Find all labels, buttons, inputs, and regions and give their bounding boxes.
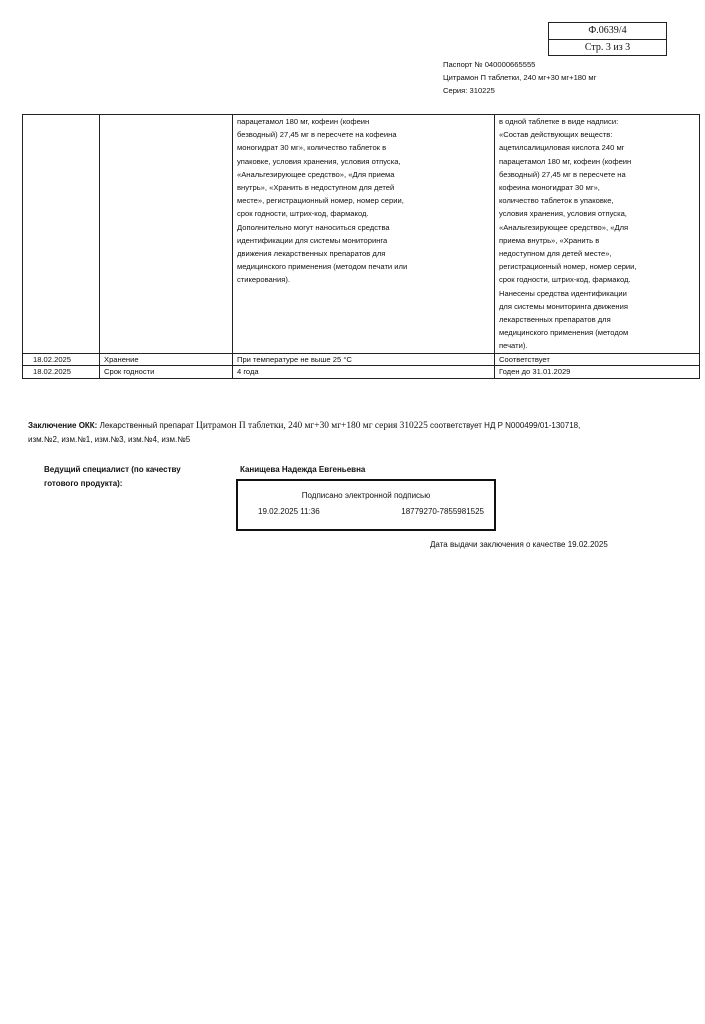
passport-series: Серия: 310225 xyxy=(443,86,495,95)
signature-datetime: 19.02.2025 11:36 xyxy=(258,507,320,516)
table-row xyxy=(23,353,700,366)
cell-requirement: При температуре не выше 25 °С xyxy=(233,353,495,366)
qc-conclusion xyxy=(28,419,588,447)
cell-requirement: парацетамол 180 мг, кофеин (кофеин безводный) 27,45 мг в пересчете на кофеина моногидрат 30 мг», количество таблеток в упаковке, условия хранения, условия отпуска, «Анальгезирующее средство», «Для приема внутрь», «Хранить в недоступном для детей месте», регистрационный номер, номер серии, срок годности, штрих-код, фармакод. Дополнительно могут наноситься средства идентификации для системы мониторинга движения лекарственных препаратов для медицинского применения (методом печати или стикерования). xyxy=(233,115,495,354)
conclusion-product: Цитрамон П таблетки, 240 мг+30 мг+180 мг серия 310225 xyxy=(196,421,428,431)
cell-date: 18.02.2025 xyxy=(23,366,100,379)
cell-indicator: Срок годности xyxy=(100,366,233,379)
page-number: Стр. 3 из 3 xyxy=(549,39,666,56)
electronic-signature-stamp xyxy=(236,479,496,531)
form-code-box xyxy=(548,22,667,56)
cell-result: Соответствует xyxy=(495,353,700,366)
table-row xyxy=(23,115,700,354)
conclusion-label: Заключение ОКК: xyxy=(28,421,98,430)
specialist-name: Канищева Надежда Евгеньевна xyxy=(240,465,366,474)
cell-result: Годен до 31.01.2029 xyxy=(495,366,700,379)
cell-result: в одной таблетке в виде надписи: «Состав действующих веществ: ацетилсалициловая кислота 240 мг парацетамол 180 мг, кофеин (кофеин безводный) 27,45 мг в пересчете на кофеина моногидрат 30 мг», количество таблеток в упаковке, условия хранения, условия отпуска, «Анальгезирующее средство», «Для приема внутрь», «Хранить в недоступном для детей месте», регистрационный номер, номер серии, срок годности, штрих-код, фармакод. Нанесены средства идентификации для системы мониторинга движения лекарственных препаратов для медицинского применения (методом печати). xyxy=(495,115,700,354)
passport-header xyxy=(443,58,596,97)
passport-product: Цитрамон П таблетки, 240 мг+30 мг+180 мг xyxy=(443,73,597,82)
cell-date xyxy=(23,115,100,354)
cell-date: 18.02.2025 xyxy=(23,353,100,366)
results-table xyxy=(22,114,700,379)
cell-indicator: Хранение xyxy=(100,353,233,366)
table-row xyxy=(23,366,700,379)
form-code: Ф.0639/4 xyxy=(588,25,627,36)
cell-requirement: 4 года xyxy=(233,366,495,379)
signature-number: 18779270-7855981525 xyxy=(401,507,484,516)
signature-title: Подписано электронной подписью xyxy=(301,491,431,500)
issue-date: Дата выдачи заключения о качестве 19.02.2025 xyxy=(430,540,608,549)
cell-indicator xyxy=(100,115,233,354)
conclusion-text-before: Лекарственный препарат xyxy=(99,421,194,430)
passport-number: Паспорт № 040000665555 xyxy=(443,60,536,69)
conclusion-text-after: соответствует НД Р N000499/01-130718, изм.№2, изм.№1, изм.№3, изм.№4, изм.№5 xyxy=(28,421,581,444)
specialist-label: Ведущий специалист (по качеству готового продукта): xyxy=(44,465,181,488)
